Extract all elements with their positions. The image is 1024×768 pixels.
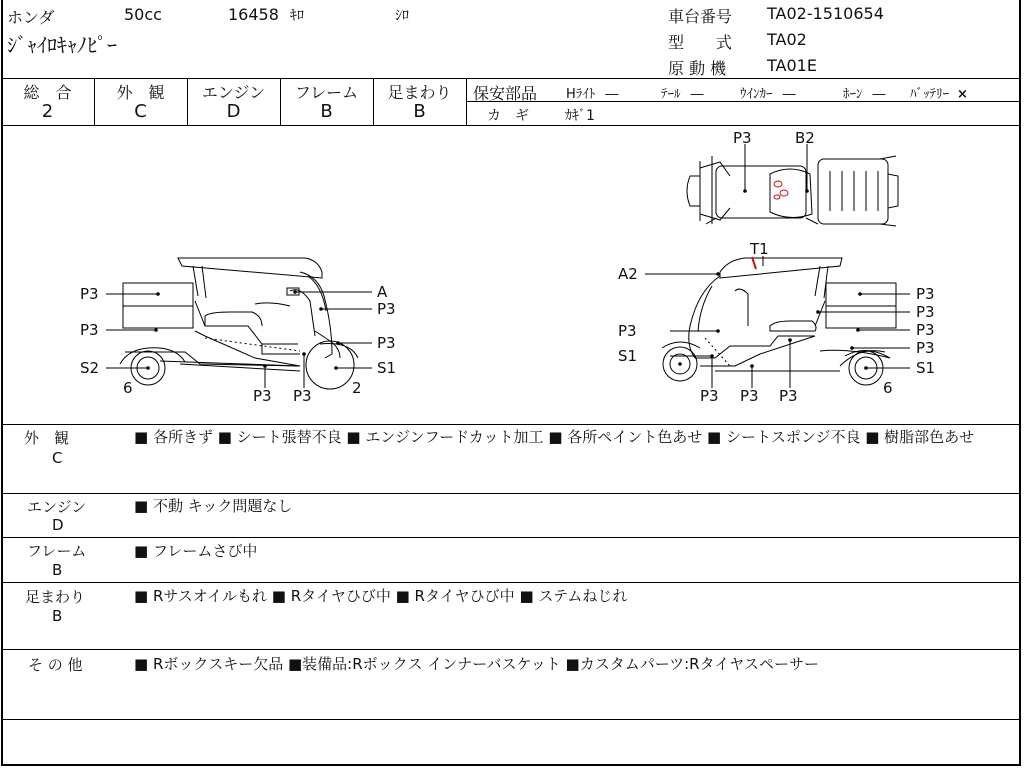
safety-horn (843, 83, 886, 102)
section-suspension-title: 足まわり (25, 588, 86, 606)
safety-item-name: ｳｲﾝｶｰ (740, 87, 773, 102)
label-left-front-wheel: S1 (377, 359, 397, 377)
grade-label-engine: エンジン (201, 83, 266, 102)
section-divider (1, 537, 1021, 538)
safety-item-name: Hﾗｲﾄ (566, 87, 596, 102)
label-right-roof: T1 (750, 240, 769, 258)
safety-winker (740, 83, 796, 102)
label-left-rear-tire: 6 (123, 379, 133, 397)
left-view-scooter (120, 258, 358, 389)
grade-divider (466, 78, 467, 125)
safety-item-name: ﾃｰﾙ (661, 87, 681, 102)
label-left-rear-wheel: S2 (80, 359, 100, 377)
grade-label-exterior: 外 観 (116, 83, 165, 102)
right-view-damage-mark (752, 257, 756, 269)
grade-value-overall: 2 (41, 101, 54, 122)
label-right-front-cover: P3 (618, 322, 637, 340)
section-engine-text: ■ 不動 キック問題なし (134, 497, 293, 515)
safety-item-mark: ― (872, 87, 886, 102)
section-engine-grade: D (52, 516, 64, 534)
label-right-rear-tire: 6 (883, 379, 893, 397)
section-divider (1, 493, 1021, 494)
section-engine-title: エンジン (27, 498, 87, 516)
label-top-seat: B2 (795, 129, 815, 147)
top-view-damage-marks (774, 181, 788, 199)
safety-headlight (566, 83, 618, 102)
body-color: ｼﾛ (395, 8, 409, 24)
safety-battery (910, 83, 968, 102)
label-right-rear-wheel: S1 (916, 359, 936, 377)
label-right-floor: P3 (740, 387, 759, 405)
section-frame-grade: B (52, 561, 63, 579)
label-right-body: P3 (779, 387, 798, 405)
section-suspension-grade: B (52, 607, 63, 625)
left-view-points (146, 290, 340, 370)
grade-label-overall: 総 合 (23, 83, 72, 102)
mileage-unit: ｷﾛ (290, 8, 304, 24)
diagram-bottom-line (1, 424, 1021, 425)
mileage (228, 5, 304, 25)
safety-item-mark: × (957, 87, 968, 102)
top-view-scooter (687, 156, 898, 226)
safety-item-mark: ― (690, 87, 704, 102)
engine-model-label: 原 動 機 (668, 59, 727, 78)
key-label: カ ギ (487, 108, 529, 124)
grade-value-suspension: B (413, 101, 426, 122)
grade-top-line (1, 78, 1021, 79)
damage-diagram (0, 126, 1024, 424)
section-exterior-text: ■ 各所きず ■ シート張替不良 ■ エンジンフードカット加工 ■ 各所ペイント色あせ ■ シートスポンジ不良 ■ 樹脂部色あせ (134, 428, 975, 446)
label-right-front-floor: P3 (700, 387, 719, 405)
section-frame-text: ■ フレームさび中 (134, 542, 258, 560)
label-left-rearbox-top: P3 (80, 285, 99, 303)
grade-label-frame: フレーム (294, 83, 359, 102)
safety-item-mark: ― (782, 87, 796, 102)
mileage-value: 16458 (228, 5, 279, 24)
safety-item-mark: ― (605, 87, 619, 102)
label-left-rearbox-bottom: P3 (80, 321, 99, 339)
top-view-leaders (745, 144, 807, 191)
maker: ホンダ (7, 8, 55, 27)
label-right-rearbox-top: P3 (916, 285, 935, 303)
section-other-text: ■ Rボックスキー欠品 ■装備品:Rボックス インナーバスケット ■カスタムパーツ:Rタイヤスペーサー (134, 655, 819, 673)
label-left-front-tire: 2 (352, 379, 362, 397)
label-left-floor: P3 (253, 387, 272, 405)
label-right-front-wheel: S1 (618, 347, 638, 365)
top-view-points (743, 189, 809, 193)
section-divider (1, 649, 1021, 650)
safety-item-name: ﾎｰﾝ (843, 87, 863, 102)
frame-no-label: 車台番号 (668, 7, 733, 26)
grade-value-frame: B (320, 101, 333, 122)
safety-taillight (661, 83, 704, 102)
type-label: 型 式 (668, 33, 733, 52)
safety-item-name: ﾊﾞｯﾃﾘｰ (910, 87, 949, 102)
label-left-screen: P3 (377, 300, 396, 318)
label-left-front-fender: P3 (377, 334, 396, 352)
displacement: 50cc (124, 5, 162, 24)
model-name: ｼﾞｬｲﾛｷｬﾉﾋﾟｰ (7, 33, 117, 57)
grade-value-exterior: C (134, 101, 147, 122)
label-right-screen: A2 (618, 265, 638, 283)
type-value: TA02 (767, 30, 807, 49)
right-view-scooter (662, 258, 896, 385)
frame-no-value: TA02-1510654 (767, 4, 884, 23)
section-divider (1, 719, 1021, 720)
section-divider (1, 582, 1021, 583)
label-left-front-cover: P3 (293, 387, 312, 405)
engine-model-value: TA01E (767, 56, 817, 75)
label-right-rearbox-bottom: P3 (916, 321, 935, 339)
label-top-floor: P3 (733, 129, 752, 147)
grade-value-engine: D (226, 101, 241, 122)
section-frame-title: フレーム (27, 542, 87, 560)
key-value: ｶｷﾞ1 (565, 108, 595, 124)
label-left-headlight: A (377, 283, 388, 301)
label-right-rear-pillar: P3 (916, 303, 935, 321)
safety-label: 保安部品 (473, 84, 538, 103)
section-other-title: そ の 他 (28, 656, 83, 674)
right-view-points (678, 272, 868, 370)
section-exterior-title: 外 観 (24, 429, 70, 447)
section-exterior-grade: C (52, 449, 63, 467)
grade-label-suspension: 足まわり (387, 83, 452, 102)
label-right-rear-fender: P3 (916, 339, 935, 357)
section-suspension-text: ■ Rサスオイルもれ ■ Rタイヤひび中 ■ Rタイヤひび中 ■ ステムねじれ (134, 587, 628, 605)
